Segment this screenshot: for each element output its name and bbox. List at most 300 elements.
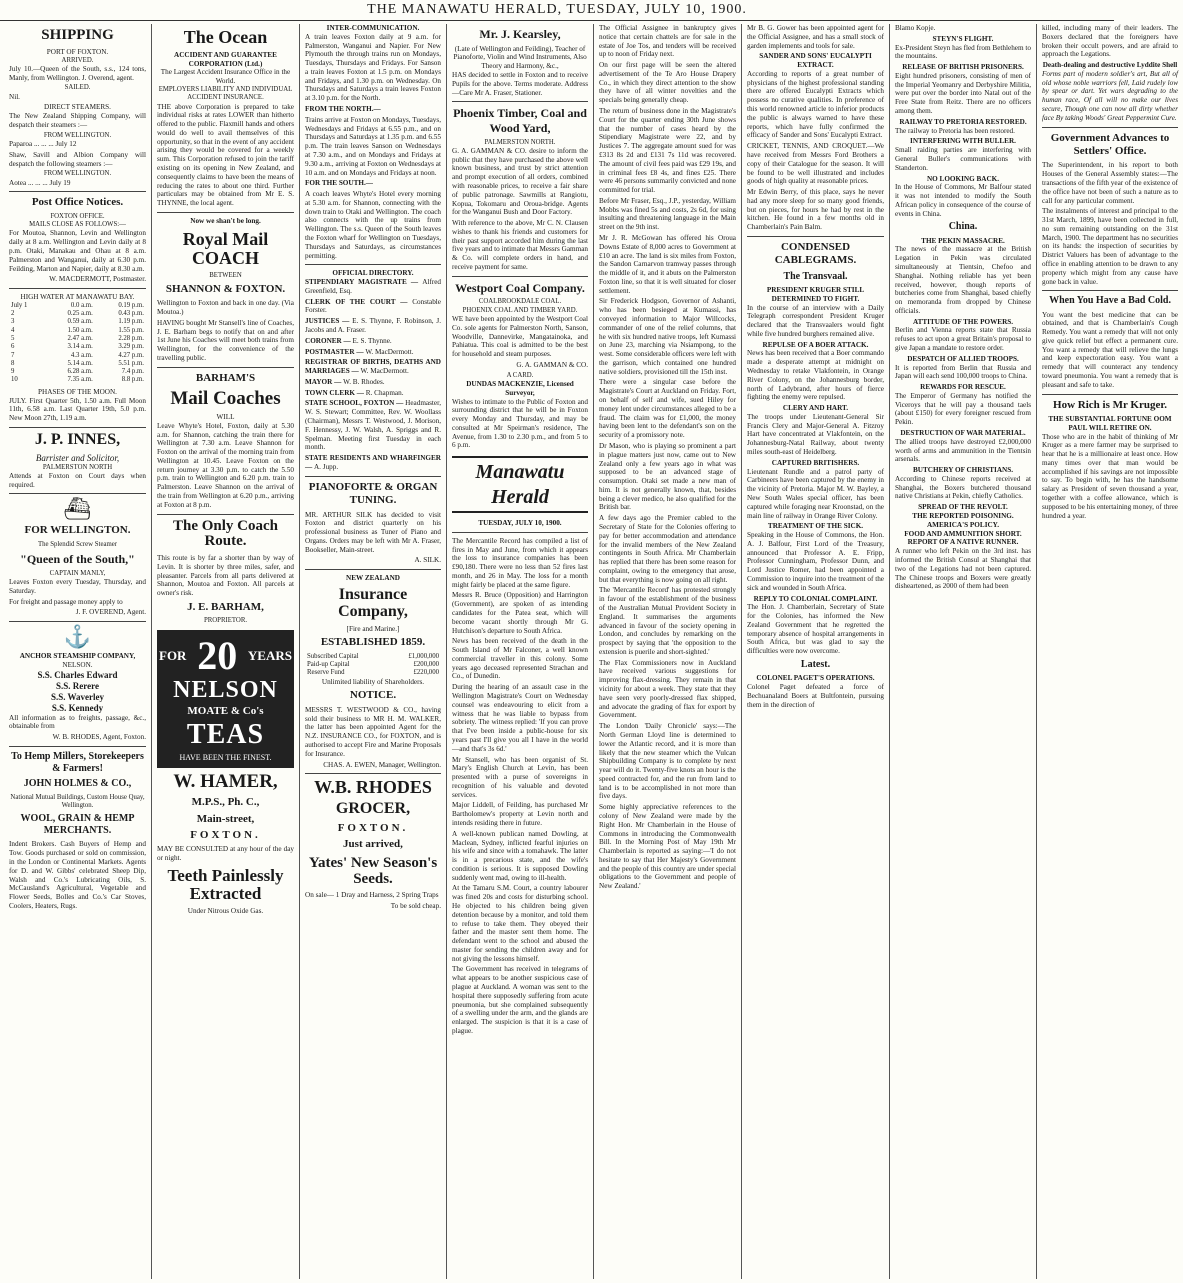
piano-text: MR. ARTHUR SILK has decided to visit Foxton and district quarterly on his professional business as Tuner of Piano and Organs. Orders may be left with Mr A. Fraser, Bookseller, Main-street. [305, 510, 441, 554]
directory-role: CORONER — [305, 336, 353, 345]
innes-text: Attends at Foxton on Court days when required. [9, 471, 146, 489]
divider [305, 773, 441, 774]
clery-heading: CLERY AND HART. [782, 404, 849, 413]
high-water-row [9, 352, 146, 360]
capital-row [305, 653, 441, 661]
divider [305, 264, 441, 265]
high-water-cell: 7 [11, 351, 15, 359]
directory-value: Constable Forster. [305, 297, 441, 315]
moon-heading: PHASES OF THE MOON. [38, 387, 117, 396]
news-paragraph: The London 'Daily Chronicle' says:—The North German Lloyd line is determined to lower the Atlantic record, and it is more than likely that the new steamer which the Vulcan Shipbuilding Company is to complete by next year will do it. Twenty-five knots an hour is the speed contracted for, and the run from land to land is to be accomplished in not more than five days. [599, 722, 736, 801]
capital-table [305, 653, 441, 678]
fortune-text: Those who are in the habit of thinking of Mr Kruger as a mere farmer may be surprised to hear that he is a millionaire at least once. How many times over that man would be accomplished if his savings are not impossible to say. To begin with, he has the handsome salary as President of seven thousand a year, together with a coffee allowance, which is supposed to be his entertaining money, of three hundred a year. [1042, 432, 1178, 520]
looking-heading: NO LOOKING BACK. [926, 174, 1000, 183]
china-heading: China. [948, 221, 978, 233]
news-paragraph: There were a singular case before the Magistrate's Court at Auckland on Friday. Fort, on behalf of self and wife, sued Hiley for money lent under circumstances alleged to be a fraud. The claim was for £1,000, the money having been lent to the defendant's son on the security of a promissory note. [599, 378, 736, 440]
overend-signature: J. F. OVEREND, Agent. [75, 608, 146, 617]
high-water-cell: 7.35 a.m. [67, 376, 93, 384]
kearsley-name: Mr. J. Kearsley, [479, 27, 561, 41]
for-wellington-heading: FOR WELLINGTON. [24, 524, 131, 537]
dundas-name: DUNDAS MACKENZIE, Licensed Surveyor, [466, 379, 574, 397]
captured-text: Lieutenant Rundle and a patrol party of Carbineers have been captured by the enemy in the vicinity of Pretoria. Major M. W. Bayley, a New South Wales special officer, has been captured while foraging near Kroonstad, on the main line of railway in Orange River Colony. [747, 467, 884, 520]
high-water-cell: 2.28 p.m. [118, 335, 144, 343]
poisoning-heading: THE REPORTED POISONING. [912, 512, 1014, 521]
innes-name: J. P. INNES, [34, 430, 121, 448]
royal-mail-coach: Royal Mail COACH [182, 228, 269, 268]
column-4 [447, 24, 594, 1279]
paparoa-line: Paparoa ... ... ... July 12 [9, 140, 77, 149]
holmes-address: National Mutual Buildings, Custom House Quay, Wellington. [10, 793, 145, 809]
ship-name: S.S. Rerere [56, 680, 99, 691]
royal-text: Wellington to Foxton and back in one day. (Via Moutoa.) [157, 299, 294, 316]
inter-text: A train leaves Foxton daily at 9 a.m. for Palmerston, Wanganui and Napier. For New Plymouth the through trains run on Mondays, Tuesdays, Thursdays and Fridays. For Sanson a train leaves Foxton at 1.5 p.m. on Mondays and Fridays, and 1.30 p.m. on Wednesday. On Thursdays and Saturdays a train leaves Foxton at 3.10 p.m. for the North. [305, 32, 441, 103]
rescue-text: The Emperor of Germany has notified the Viceroys that he will pay a thousand taels (about £150) for every foreigner rescued from Pekin. [895, 391, 1031, 427]
runner-text: A runner who left Pekin on the 3rd inst. has informed the British Consul at Shanghai that two of the Legations had not been captured. The Chinese troops and Boxers were greatly disheartened, as 2000 of them had been [895, 547, 1031, 591]
attitude-heading: ATTITUDE OF THE POWERS. [912, 317, 1014, 326]
shipping-heading: SHIPPING [41, 27, 114, 43]
high-water-heading: HIGH WATER AT MANAWATU BAY. [20, 293, 135, 302]
divider [452, 532, 588, 533]
interfering-text: Small raiding parties are interfering with General Buller's communications with Standerton. [895, 146, 1031, 172]
proprietor-label: PROPRIETOR. [203, 617, 248, 625]
column-2 [152, 24, 300, 1279]
govt-text-2: The instalments of interest and principal to the 31st March, 1899, have been collected in full, no sum remaining outstanding on the 31st March, 1900. The department has no securities on its hands: the inspection of securities by District Valuers has been of advantage to the office in enabling attention to be drawn to any property which might from any cause have gone back in value. [1042, 207, 1178, 286]
high-water-row [9, 360, 146, 368]
column-8 [1037, 24, 1183, 1279]
high-water-cell: 10 [11, 376, 18, 384]
high-water-cell: 0.25 a.m. [67, 310, 93, 318]
divider [747, 236, 884, 237]
high-water-cell: 0.43 p.m. [118, 310, 144, 318]
news-paragraph: The Flax Commissioners now in Auckland have received various suggestions for improving flax-dressing. They remain in that vicinity for about a week. They state that they have seen very poorly-dressed flax shipped, and advocate the grading of flax for export by Government. [599, 658, 736, 720]
govt-text: The Superintendent, in his report to both Houses of the General Assembly states:—The transactions of the fifth year of the existence of the office have not been of such a nature as to call for any particular comment. [1042, 161, 1178, 205]
high-water-cell: 6 [11, 343, 15, 351]
kearsley-sub: (Late of Wellington and Feilding), Teacher of Pianoforte, Violin and Wind Instruments, Also Theory and Harmony, &c., [453, 44, 587, 71]
interfering-heading: INTERFERING WITH BULLER. [910, 137, 1016, 146]
directory-role: POSTMASTER — [305, 347, 366, 356]
column-1 [4, 24, 152, 1279]
news-paragraph: Mr J. R. McGowan has offered his Oroua Downs Estate of 8,000 acres to Government at £10 an acre. The land is six miles from Foxton, the Sandon Carnarvon tramway passes through the middle of it, and it abuts on the Palmerston Foxton line, so that it is well situated for closer settlement. [599, 233, 736, 295]
repulse-heading: REPULSE OF A BOER ATTACK. [762, 340, 869, 349]
shant-be-long: Now we shan't be long. [190, 216, 261, 225]
directory-role: STIPENDIARY MAGISTRATE — [305, 278, 423, 287]
railway-text: The railway to Pretoria has been restored. [895, 126, 1015, 135]
news-paragraph: The Official Assignee in bankruptcy gives notice that certain chattels are for sale in the estate of Joe Tos, and tenders will be received up to noon of Friday next. [599, 24, 736, 59]
high-water-cell: 5.51 p.m. [118, 359, 144, 367]
directory-entry [305, 298, 441, 316]
capital-cell: £220,000 [413, 669, 439, 677]
high-water-table [9, 302, 146, 385]
divider [305, 569, 441, 570]
directory-role: TOWN CLERK — [305, 388, 366, 397]
directory-role: CLERK OF THE COURT — [305, 297, 413, 306]
notice-heading: NOTICE. [349, 689, 397, 702]
high-water-cell: 5 [11, 335, 15, 343]
shaw-savill-text: Shaw, Savill and Albion Company will despatch the following steamers :— [9, 150, 146, 168]
high-water-cell: 0.19 p.m. [118, 301, 144, 309]
ocean-liability: EMPLOYERS LIABILITY AND INDIVIDUAL ACCIDENT INSURANCE. [158, 86, 293, 102]
news-paragraph: On our first page will be seen the altered advertisement of the Te Aro House Drapery Co., in which they direct attention to the show they have of all winter novelties and the specials being generally cheap. [599, 61, 736, 105]
will-label: WILL [216, 413, 235, 422]
coalbrookdale-label: COALBROOKDALE COAL. [478, 298, 562, 306]
divider [157, 212, 294, 213]
official-directory-heading: OFFICIAL DIRECTORY. [332, 269, 414, 278]
directory-value: A. Jupp. [313, 462, 339, 471]
news-paragraph: The return of business done in the Magistrate's Court for the quarter ending 30th June shows that the number of cases heard by the Stipendiary Magistrate were 22, and by Justices 7. The aggregate amount sued for was £313 8s 2d and £131 7s 11d was recovered. The amount of civil fees paid was £29 19s, and in criminal fees £8 4s, and fines £25. There were 46 persons summarily convicted and none committed for trial. [599, 107, 736, 195]
attitude-text: Berlin and Vienna reports state that Russia refuses to act upon a great Britain's proposal to give Japan a mandate to restore order. [895, 326, 1031, 352]
wool-heading: WOOL, GRAIN & HEMP MERCHANTS. [20, 813, 135, 837]
divider [9, 288, 146, 289]
capital-cell: Paid-up Capital [307, 661, 350, 669]
info-text: All information as to freights, passage, &c., obtainable from [9, 713, 146, 731]
nitrous-text: Under Nitrous Oxide Gas. [187, 906, 264, 915]
bad-cold-heading: When You Have a Bad Cold. [1049, 295, 1171, 307]
paget-text: Colonel Paget defeated a force of Bechuanaland Boers at Bultfontein, pursuing them in the direction of [747, 682, 884, 709]
kruger-text: In the course of an interview with a Daily Telegraph correspondent President Kruger declared that the Transvaalers would fight while five hundred burghers remained alive. [747, 303, 884, 338]
ship-name: S.S. Charles Edward [37, 669, 118, 680]
high-water-cell: 2.47 a.m. [67, 335, 93, 343]
repulse-text: News has been received that a Boer commando made a desperate attempt at midnight on Wednesday to retake Vlakfontein, in Orange River Colony, on the Johannesburg border, north of Ladybrand, after hours of fierce fighting the enemy were repulsed. [747, 349, 884, 402]
just-arrived: Just arrived, [343, 838, 403, 851]
phoenix-text: G. A. GAMMAN & CO. desire to inform the public that they have purchased the above well known business, and trust by strict attention and prompt execution of all orders, combined with reasonable prices, to receive a fair share of public patronage. Sawmills at Rangiotu, Kopua, Tokomaru and Oroua-bridge. Agents for the Wanganui Bush and Door Factory. [452, 146, 588, 217]
nelson-word: NELSON [173, 676, 278, 703]
directory-entry [305, 399, 441, 452]
dundas-text: Wishes to intimate to the Public of Foxton and surrounding district that he will be in Foxton every Monday and Thursday, and may be consulted at Mr Speirman's residence, The Avenue, from 1.30 to 2.30 p.m., and from 5 to 6 p.m. [452, 397, 588, 450]
captain-line: CAPTAIN MANLY, [49, 569, 106, 577]
high-water-row [9, 343, 146, 351]
butchery-text: According to Chinese reports received at Shanghai, the Boxers butchered thousand native Christians at Pekin, chiefly Catholics. [895, 474, 1031, 501]
sailed-label: SAILED. [64, 84, 91, 92]
high-water-cell: 4.3 a.m. [70, 351, 93, 359]
westport-title: Westport Coal Company. [455, 280, 585, 295]
lead-paragraph: At the Tamaru S.M. Court, a country labourer was fined 20s and costs for disturbing school. He objected to his children being given detention because by a monitor, and told them to refuse to take them. They obeyed their father and the master sent them home. The defendant went to the school and abused the master for sending the children away and for not giving the lessons himself. [452, 884, 588, 963]
high-water-cell: 5.14 a.m. [67, 359, 93, 367]
steamer-icon: ⛴ [63, 496, 92, 522]
aotea-line: Aotea ... ... ... July 19 [9, 178, 71, 187]
barham-label: BARHAM'S [195, 371, 256, 384]
card-label: A CARD. [506, 371, 534, 379]
divider [9, 746, 146, 747]
directory-role: STATE RESIDENTS AND WHARFINGER — [305, 454, 441, 471]
palmerston-label: PALMERSTON NORTH. [484, 138, 556, 146]
jeb-name: J. E. BARHAM, [187, 601, 264, 614]
massacre-text: The news of the massacre at the British Legation in Pekin was circulated simultaneously at Tientsin, Chefoo and Shanghai. Nothing reliable has yet been received, however, though reports of butcheries come from Shanghai, based chiefly on memoranda from dropped by Chinese officials. [895, 245, 1031, 315]
high-water-row [9, 376, 146, 384]
news-paragraph: The 'Mercantile Record' has protested strongly in favour of the establishment of the business of the Australian Mutual Provident Society in England. It summarises the arguments advanced in favour of the society opening in London, and concludes by remarking on the prospect by saying that 'the opposition to the extension is puerile and short-sighted.' [599, 586, 736, 656]
port-heading: PORT OF FOXTON. [46, 47, 109, 56]
fortune-heading: THE SUBSTANTIAL FORTUNE OOM PAUL WILL RETIRE ON. [1048, 414, 1172, 432]
railway-heading: RAILWAY TO PRETORIA RESTORED. [899, 117, 1027, 126]
grocer-label: GROCER, [335, 800, 411, 818]
divider [1042, 290, 1178, 291]
spread-heading: SPREAD OF THE REVOLT. [918, 503, 1008, 512]
news-paragraph: Before Mr Fraser, Esq., J.P., yesterday, William Mobbs was fined 5s and costs, 2s 6d, for using insulting and threatening language in the Main street on the 9th inst. [599, 196, 736, 232]
divider [305, 476, 441, 477]
direct-steamers-text: The New Zealand Shipping Company, will despatch their steamers :— [9, 112, 146, 129]
rhodes-signature: W. B. RHODES, Agent, Foxton. [52, 733, 146, 742]
ewen-signature: CHAS. A. EWEN, Manager, Wellington. [323, 760, 441, 769]
arrived-label: ARRIVED. [61, 56, 94, 64]
directory-entry [305, 358, 441, 376]
divider [9, 621, 146, 622]
between-label: BETWEEN [209, 271, 242, 279]
directory-value: W. B. Rhodes. [343, 377, 385, 386]
column-3 [300, 24, 447, 1279]
mails-text: For Moutoa, Shannon, Levin and Wellington daily at 8 a.m. Wellington and Levin daily at 8 p.m. Otaki, Manakau and Ohau at 8 a.m. Palmerston and Wanganui, daily at 6.30 p.m. Feilding, Marton and Napier, daily at 8.30 a.m. [9, 229, 146, 273]
captured-heading: CAPTURED BRITISHERS. [771, 458, 860, 467]
column-5 [594, 24, 742, 1279]
directory-entry [305, 378, 441, 387]
have-been-finest: HAVE BEEN THE FINEST. [179, 752, 272, 762]
news-paragraph: A few days ago the Premier cabled to the Secretary of State for the Colonies offering to pay for better accommodation and attendance for the invalid members of the New Zealand contingents in South Africa. Mr Chamberlain has replied that there has been some reason for complaint, owing to the emergency that arose, but that everything is now going on all right. [599, 514, 736, 584]
kruger-heading: PRESIDENT KRUGER STILL DETERMINED TO FIGHT. [766, 285, 865, 303]
phoenix-text-2: With reference to the above, Mr C. N. Clausen wishes to thank his friends and customers for their past support accorded him during the last five years and to intimate that Messrs Gamman & Co. will complete orders in hand, and receive payment for same. [452, 219, 588, 271]
twenty-numeral: 20 [197, 632, 238, 678]
anchor-icon: ⚓ [63, 624, 92, 650]
lead-paragraph: Messrs R. Bruce (Opposition) and Harrington (Government), are spoken of as intending candidates for the Patea seat, which will become vacant shortly through Mr G. Hutchison's departure to South Africa. [452, 591, 588, 635]
sanders-heading: SANDER AND SONS' EUCALYPTI EXTRACT. [759, 52, 872, 70]
insurance-title: Insurance Company, [338, 586, 408, 620]
from-north-text: Trains arrive at Foxton on Mondays, Tuesdays, Wednesdays and Fridays at 6.55 p.m., and on Thursdays and Saturdays at 1.35 p.m. and 6.55 p.m. The train leaves Sanson on Wednesdays at 7.30 a.m., and on Mondays and Fridays at 9.30 a.m., arriving at Foxton on Wednesdays at 10 a.m. and on Mondays and Fridays at noon. [305, 115, 441, 177]
high-water-cell: 9 [11, 368, 15, 376]
from-wellington-label-2: FROM WELLINGTON. [43, 170, 112, 178]
rhodes-name: W.B. RHODES [314, 777, 432, 798]
lead-paragraph: Mr Stansell, who has been organist of St. Mary's English Church at Levin, has been presented with a purse of sovereigns in recognition of his valuable and devoted services. [452, 755, 588, 799]
news-paragraph: Mr Edwin Berry, of this place, says he never had any more sleep for so many good friends, but on pieces, for hours he had by rest in the kitchen. He found in a few months old in Chamberlain's Pain Balm. [747, 188, 884, 232]
news-paragraph: Some highly appreciative references to the colony of New Zealand were made by the Right Hon. Mr Chamberlain in the House of Commons in introducing the Commonwealth Bill. In the Morning Post of May 19th Mr Chamberlain is reported as saying:—'I do not hesitate to say that Her Majesty's Government and the people of this country are under special obligations to the Government and people of New Zealand.' [599, 803, 736, 891]
directory-role: JUSTICES — [305, 317, 353, 326]
directory-value: Alfred Greenfield, Esq. [305, 278, 441, 295]
reply-text: The Hon. J. Chamberlain, Secretary of State for the Colonies, has informed the New Zealand Government that he regretted the temporary absence of hospital arrangements in South Africa, but was glad to say the difficulties were now overcome. [747, 603, 884, 656]
postmaster-signature: W. MACDERMOTT, Postmaster. [49, 275, 146, 284]
directory-value: R. Chapman. [365, 388, 404, 397]
lead-paragraph: The Government has received in telegrams of what appears to be another suspicious case of plague at Auckland. A woman was sent to the hospital there supposedly suffering from acute pneumonia, but she complained subsequently of a swelling under the arm, and the glands are enlarged. The suspicion is that it is a case of plague. [452, 965, 588, 1035]
bad-cold-text: You want the best medicine that can be obtained, and that is Chamberlain's Cough Remedy. You want a remedy that will not only give quick relief but effect a permanent cure. You want a remedy that will relieve the lungs and keep expectoration easy. You want a remedy that will counteract any tendency toward pneumonia. You want a remedy that is pleasant and safe to take. [1042, 310, 1178, 389]
despatch-text: It is reported from Berlin that Russia and Japan will each send 100,000 troops to China. [895, 363, 1031, 381]
mail-coaches-title: Mail Coaches [170, 388, 281, 410]
looking-text: In the House of Commons, Mr Balfour stated it was not intended to modify the South African policy in consequence of the course of events in China. [895, 183, 1031, 218]
ships-list [9, 670, 146, 714]
established-label: ESTABLISHED 1859. [320, 636, 426, 649]
divider [1042, 394, 1178, 395]
yates-seeds: Yates' New Season's Seeds. [308, 854, 438, 887]
sick-text: Speaking in the House of Commons, the Hon. A. J. Balfour, First Lord of the Treasury, announced that Professor A. E. Fripp, Professor Cunningham, Professor Dunn, and Lord Justice Romer, had been appointed a Commission to inquire into the treatment of the sick and wounded in South Africa. [747, 531, 884, 592]
clery-text: The troops under Lieutenant-General Sir Francis Clery and Major-General A. Fitzroy Hart have concentrated at Vlakfontein, on the Johannesburg-Natal Railway, about twenty miles south-east of Heidelberg. [747, 412, 884, 457]
news-paragraph: Blamo Kopje. [895, 24, 936, 32]
inter-heading: INTER-COMMUNICATION. [326, 24, 420, 32]
anchor-heading: ANCHOR STEAMSHIP COMPANY, [19, 652, 136, 661]
wool-text: Indent Brokers. Cash Buyers of Hemp and Tow. Goods purchased or sold on commission, in the London or Continental Markets. Agents for D. and W. Gibbs' celebrated Sheep Dip, Walsh and Co.'s Lubricating Oils, S. McCausland's Agricultural, Vegetable and Flower Seeds, Bolles and Co.'s Car Stoves, Coolers, Heaters, Rugs. [9, 840, 146, 910]
news-paragraph: killed, including many of their leaders. The Boxers declared that the foreigners have broken their occult powers, and are afraid to approach the Legations. [1042, 24, 1178, 59]
sanders-text: According to reports of a great number of physicians of the highest professional standing there are offered Eucalypti Extracts which possess no curative qualities. In preference of this world renowned article to inferior products the public is always warned to have these reports, which have fully confirmed the efficacy of Sander and Sons' Eucalypti Extract. [747, 69, 884, 140]
queen-subheading: The Splendid Screw Steamer [37, 540, 118, 548]
phoenix-yard-label: PHOENIX COAL AND TIMBER YARD. [462, 306, 578, 314]
massacre-heading: THE PEKIN MASSACRE. [921, 236, 1005, 245]
divider [157, 367, 294, 368]
lead-paragraph: The Mercantile Record has compiled a list of fires in May and June, from which it appears the loss to insurance companies has been £90,180. There were no less than 52 fires last month, and 26 in May. The loss for a month might fairly be placed at the same figure. [452, 536, 588, 589]
high-water-cell: 0.0 a.m. [70, 301, 93, 309]
high-water-cell: 1.55 p.m. [118, 326, 144, 334]
for-south-label: FOR THE SOUTH.— [305, 179, 373, 188]
foxton-label-3: FOXTON. [337, 821, 409, 834]
destruction-text: The allied troops have destroyed £2,000,000 worth of arms and ammunition in the Tientsin arsenals. [895, 437, 1031, 464]
directory-entry [305, 454, 441, 472]
rescue-heading: REWARDS FOR RESCUE. [920, 383, 1006, 392]
innes-title: Barrister and Solicitor, [35, 452, 120, 463]
column-6 [742, 24, 890, 1279]
high-water-row [9, 368, 146, 376]
nz-label: NEW ZEALAND [346, 574, 400, 583]
divider [157, 514, 294, 515]
news-paragraph: Mr B. G. Gower has been appointed agent for the Official Assignee, and has a small stock of garden implements and tools for sale. [747, 24, 884, 50]
ocean-subtitle: ACCIDENT AND GUARANTEE CORPORATION (Ltd.) [174, 50, 277, 68]
divider [9, 493, 146, 494]
divider [9, 191, 146, 192]
high-water-row [9, 302, 146, 310]
capital-cell: Subscribed Capital [307, 652, 359, 660]
butchery-heading: BUTCHERY OF CHRISTIANS. [912, 466, 1014, 475]
freight-text: For freight and passage money apply to [9, 597, 123, 606]
high-water-cell: 1.50 a.m. [67, 326, 93, 334]
column-grid [4, 24, 1178, 1279]
release-text: Eight hundred prisoners, consisting of men of the Imperial Yeomanry and Derbyshire Militia, were put over the border into Natal out of the Free State from Reitz. There are no officers among them. [895, 71, 1031, 116]
main-street: Main-street, [196, 812, 255, 825]
paget-heading: COLONEL PAGET'S OPERATIONS. [756, 674, 875, 683]
directory-entry [305, 389, 441, 398]
lyddite-verse: Forms part of modern soldier's art, But all of old whose noble warriors fell, Laid rudely low by spear or dart. Yet wars degrading to the human race, Of all will no make our lives secure, Though one can now all dirty whether face By taking Woods' Great Peppermint Cure. [1042, 69, 1178, 122]
high-water-cell: 8 [11, 359, 15, 367]
directory-value: Headmaster, W. S. Stewart; Committee, Rev. W. Woollass (Chairman), Messrs T. Westwood, J. Morison, F. Hennessy, J. W. Walsh, A. Spriggs and R. Spelman. Meeting first Tuesday in each month. [305, 399, 441, 452]
high-water-cell: 4 [11, 326, 15, 334]
news-paragraph: Sir Frederick Hodgson, Governor of Ashanti, who has been besieged at Kumassi, has conveyed information to Major Willcocks, commander of one of the relief columns, that he with six hundred native troops, left Kumassi on June 23, marching via Nsiampong, to the west. Some considerable officers were left with the garrison, which contained one hundred native soldiers, provisioned till the 15th inst. [599, 297, 736, 376]
directory-value: W. MacDermott. [365, 347, 414, 356]
capital-row [305, 661, 441, 669]
ocean-title: The Ocean [183, 27, 268, 47]
lead-paragraph: Major Liddell, of Feilding, has purchased Mr Bartholomew's property at Levin north and intends residing there in future. [452, 801, 588, 827]
foxton-label: FOXTON. [190, 829, 261, 842]
piano-heading: PIANOFORTE & ORGAN TUNING. [308, 480, 438, 507]
arrived-text: July 10.—Queen of the South, s.s., 124 tons, Manly, from Wellington. J. Overend, agent. [9, 64, 146, 82]
phoenix-title: Phoenix Timber, Coal and Wood Yard, [453, 106, 587, 135]
hemp-heading: To Hemp Millers, Storekeepers & Farmers! [11, 750, 144, 775]
capital-cell: £200,000 [413, 661, 439, 669]
innes-location: PALMERSTON NORTH [42, 463, 113, 471]
teeth-title: Teeth Painlessly Extracted [167, 866, 284, 903]
high-water-cell: 3 [11, 318, 15, 326]
high-water-cell: 8.8 p.m. [121, 376, 144, 384]
masthead: Manawatu Herald [452, 456, 588, 513]
runner-heading: REPORT OF A NATIVE RUNNER. [907, 538, 1019, 547]
high-water-row [9, 335, 146, 343]
kruger-rich-heading: How Rich is Mr Kruger. [1053, 398, 1167, 411]
directory-entry [305, 317, 441, 335]
lead-paragraph: A well-known publican named Dowling, at Maclean, Sydney, inflicted fearful injuries on his wife and since with a tomahawk. The latter is in a precarious state, and the wife's condition is serious. It is supposed Dowling suddenly went mad, owing to ill-health. [452, 829, 588, 882]
high-water-row [9, 318, 146, 326]
nelson-label: NELSON. [62, 660, 93, 669]
for-label: FOR [159, 647, 187, 663]
queen-title: "Queen of the South," [20, 552, 135, 567]
news-paragraph: CRICKET, TENNIS, AND CROQUET.—We have received from Messrs Ford Brothers a copy of their Catalogue for the season. It will be found to be well illustrated and includes goods of high quality at reasonable prices. [747, 142, 884, 186]
years-label: YEARS [247, 647, 292, 663]
high-water-row [9, 310, 146, 318]
capital-cell: Reserve Fund [307, 669, 345, 677]
directory-list [305, 278, 441, 472]
directory-value: E. S. Thynne. [352, 336, 392, 345]
sailed-text: Nil. [9, 92, 20, 101]
capital-row [305, 669, 441, 677]
lead-paragraph: During the hearing of an assault case in the Wellington Magistrate's Court on Wednesday counsel was endeavouring to elicit from a witness that he was liable to bypass from sobriety. The witness replied: 'If you can prove that I've been inside a public-house for six years past I'll give you all I have in the world—and that's 3s 6d.' [452, 683, 588, 753]
directory-role: REGISTRAR OF BIRTHS, DEATHS AND MARRIAGES — [305, 358, 441, 376]
hamer-qualifications: M.P.S., Ph. C., [191, 796, 260, 809]
capital-cell: £1,000,000 [408, 652, 439, 660]
high-water-cell: 6.28 a.m. [67, 368, 93, 376]
reply-heading: REPLY TO COLONIAL COMPLAINT. [753, 594, 878, 603]
directory-role: MAYOR — [305, 377, 344, 386]
divider [1042, 127, 1178, 128]
govt-heading: Government Advances to Settlers' Office. [1050, 131, 1170, 157]
from-wellington-label: FROM WELLINGTON. [43, 131, 112, 139]
high-water-cell: July 1 [11, 301, 28, 309]
nelson-moate-ad [157, 630, 294, 769]
latest-heading: Latest. [800, 659, 831, 670]
sick-heading: TREATMENT OF THE SICK. [767, 522, 864, 531]
shannon-foxton: SHANNON & FOXTON. [165, 282, 286, 295]
post-office-heading: Post Office Notices. [31, 196, 124, 209]
lyddite-heading: Death-dealing and destructive Lyddite Shell [1042, 61, 1178, 70]
moate-word: MOATE & Co's [187, 704, 264, 717]
condensed-heading: CONDENSED CABLEGRAMS. [774, 240, 857, 267]
moon-text: JULY. First Quarter 5th, 1.50 a.m. Full Moon 11th, 6.58 a.m. Last Quarter 19th, 5.0 p.m. New Moon 27th, 1.19 a.m. [9, 396, 146, 423]
issue-date: TUESDAY, JULY 10, 1900. [478, 518, 562, 527]
mails-close-label: MAILS CLOSE AS FOLLOWS:— [29, 221, 126, 229]
high-water-cell: 7.4 p.m. [121, 368, 144, 376]
food-heading: FOOD AND AMMUNITION SHORT. [904, 529, 1022, 538]
kearsley-text: HAS decided to settle in Foxton and to receive Pupils for the above. Terms moderate. Address—Care Mr A. Fraser, Stationer. [452, 70, 588, 97]
mail-coaches-text: Leave Whyte's Hotel, Foxton, daily at 5.30 a.m. for Shannon, catching the train there for Wellington at 7.30 a.m. Leave Shannon for Foxton on the arrival of the morning train from Wellington at 10.45. Leave Foxton on the return journey at 3.30 p.m. to catch the 5.50 p.m. train to Wellington and 6.20 p.m. train to Palmerston. Leave Shannon on the arrival of the train from Wellington at 6.20 p.m., arriving at Foxton at 8 p.m. [157, 421, 294, 509]
divider [452, 101, 588, 102]
directory-value: W. MacDermott. [360, 367, 409, 376]
ocean-text: THE above Corporation is prepared to take individual risks at rates LOWER than hitherto offered to the public. Flaxmill hands and others would do well to avail themselves of this opportunity, so that in the event of any accident arising they would be covered for a weekly sum. This Corporation refused to join the tariff existing on its opening in New Zealand, and consequently claims to have been the means of reducing the rates to about one third. Further particulars may be obtained from Mr E. S. THYNNE, the local agent. [157, 102, 294, 208]
news-paragraph: Dr Mason, who is playing so prominent a part in plague matters just now, came out to New Zealand only a few years ago in what was supposed to be an advanced stage of consumption. Otaki set made a new man of him. It is not generally known, that, besides being a clever medico, he also qualified for the British bar. [599, 441, 736, 512]
ship-name: S.S. Waverley [50, 691, 105, 702]
direct-steamers-heading: DIRECT STEAMERS. [44, 103, 111, 112]
destruction-heading: DESTRUCTION OF WAR MATERIAL. [900, 429, 1026, 437]
policy-heading: AMERICA'S POLICY. [926, 520, 1000, 529]
ship-name: S.S. Kennedy [51, 702, 104, 713]
queen-text: Leaves Foxton every Tuesday, Thursday, and Saturday. [9, 578, 146, 595]
directory-role: STATE SCHOOL, FOXTON — [305, 399, 406, 408]
on-sale-text: On sale— 1 Dray and Harness, 2 Spring Traps [305, 891, 439, 900]
directory-entry [305, 278, 441, 296]
gamman-signature: G. A. GAMMAN & CO. [516, 360, 588, 369]
hamer-name: W. HAMER, [173, 771, 278, 793]
ocean-largest: The Largest Accident Insurance Office in the World. [160, 68, 291, 86]
high-water-row [9, 327, 146, 335]
only-route-text: This route is by far a shorter than by way of Levin. It is shorter by three miles, safer, and pleasanter. Parcels from all parts delivered at Shannon, Moutoa and Foxton. All parcels at owner's risk. [157, 554, 294, 598]
steyn-text: Ex-President Steyn has fled from Bethlehem to the mountains. [895, 43, 1031, 61]
unlimited-liability: Unlimited liability of Shareholders. [321, 677, 425, 686]
westport-text: WE have been appointed by the Westport Coal Co. sole agents for Palmerston North, Sanson, Woodville, Dannevirke, Mangatainoka, and Pahiatua. This coal is admitted to be the best for household and steam purposes. [452, 314, 588, 359]
directory-entry [305, 337, 441, 346]
high-water-cell: 1.19 p.m. [118, 318, 144, 326]
holmes-name: JOHN HOLMES & CO., [23, 778, 132, 790]
sold-cheap: To be sold cheap. [390, 902, 441, 911]
despatch-heading: DESPATCH OF ALLIED TROOPS. [907, 354, 1019, 363]
transvaal-heading: The Transvaal. [783, 270, 848, 282]
divider [9, 427, 146, 428]
consulted-text: MAY BE CONSULTED at any hour of the day or night. [157, 845, 294, 863]
steyn-heading: STEYN'S FLIGHT. [932, 34, 994, 43]
